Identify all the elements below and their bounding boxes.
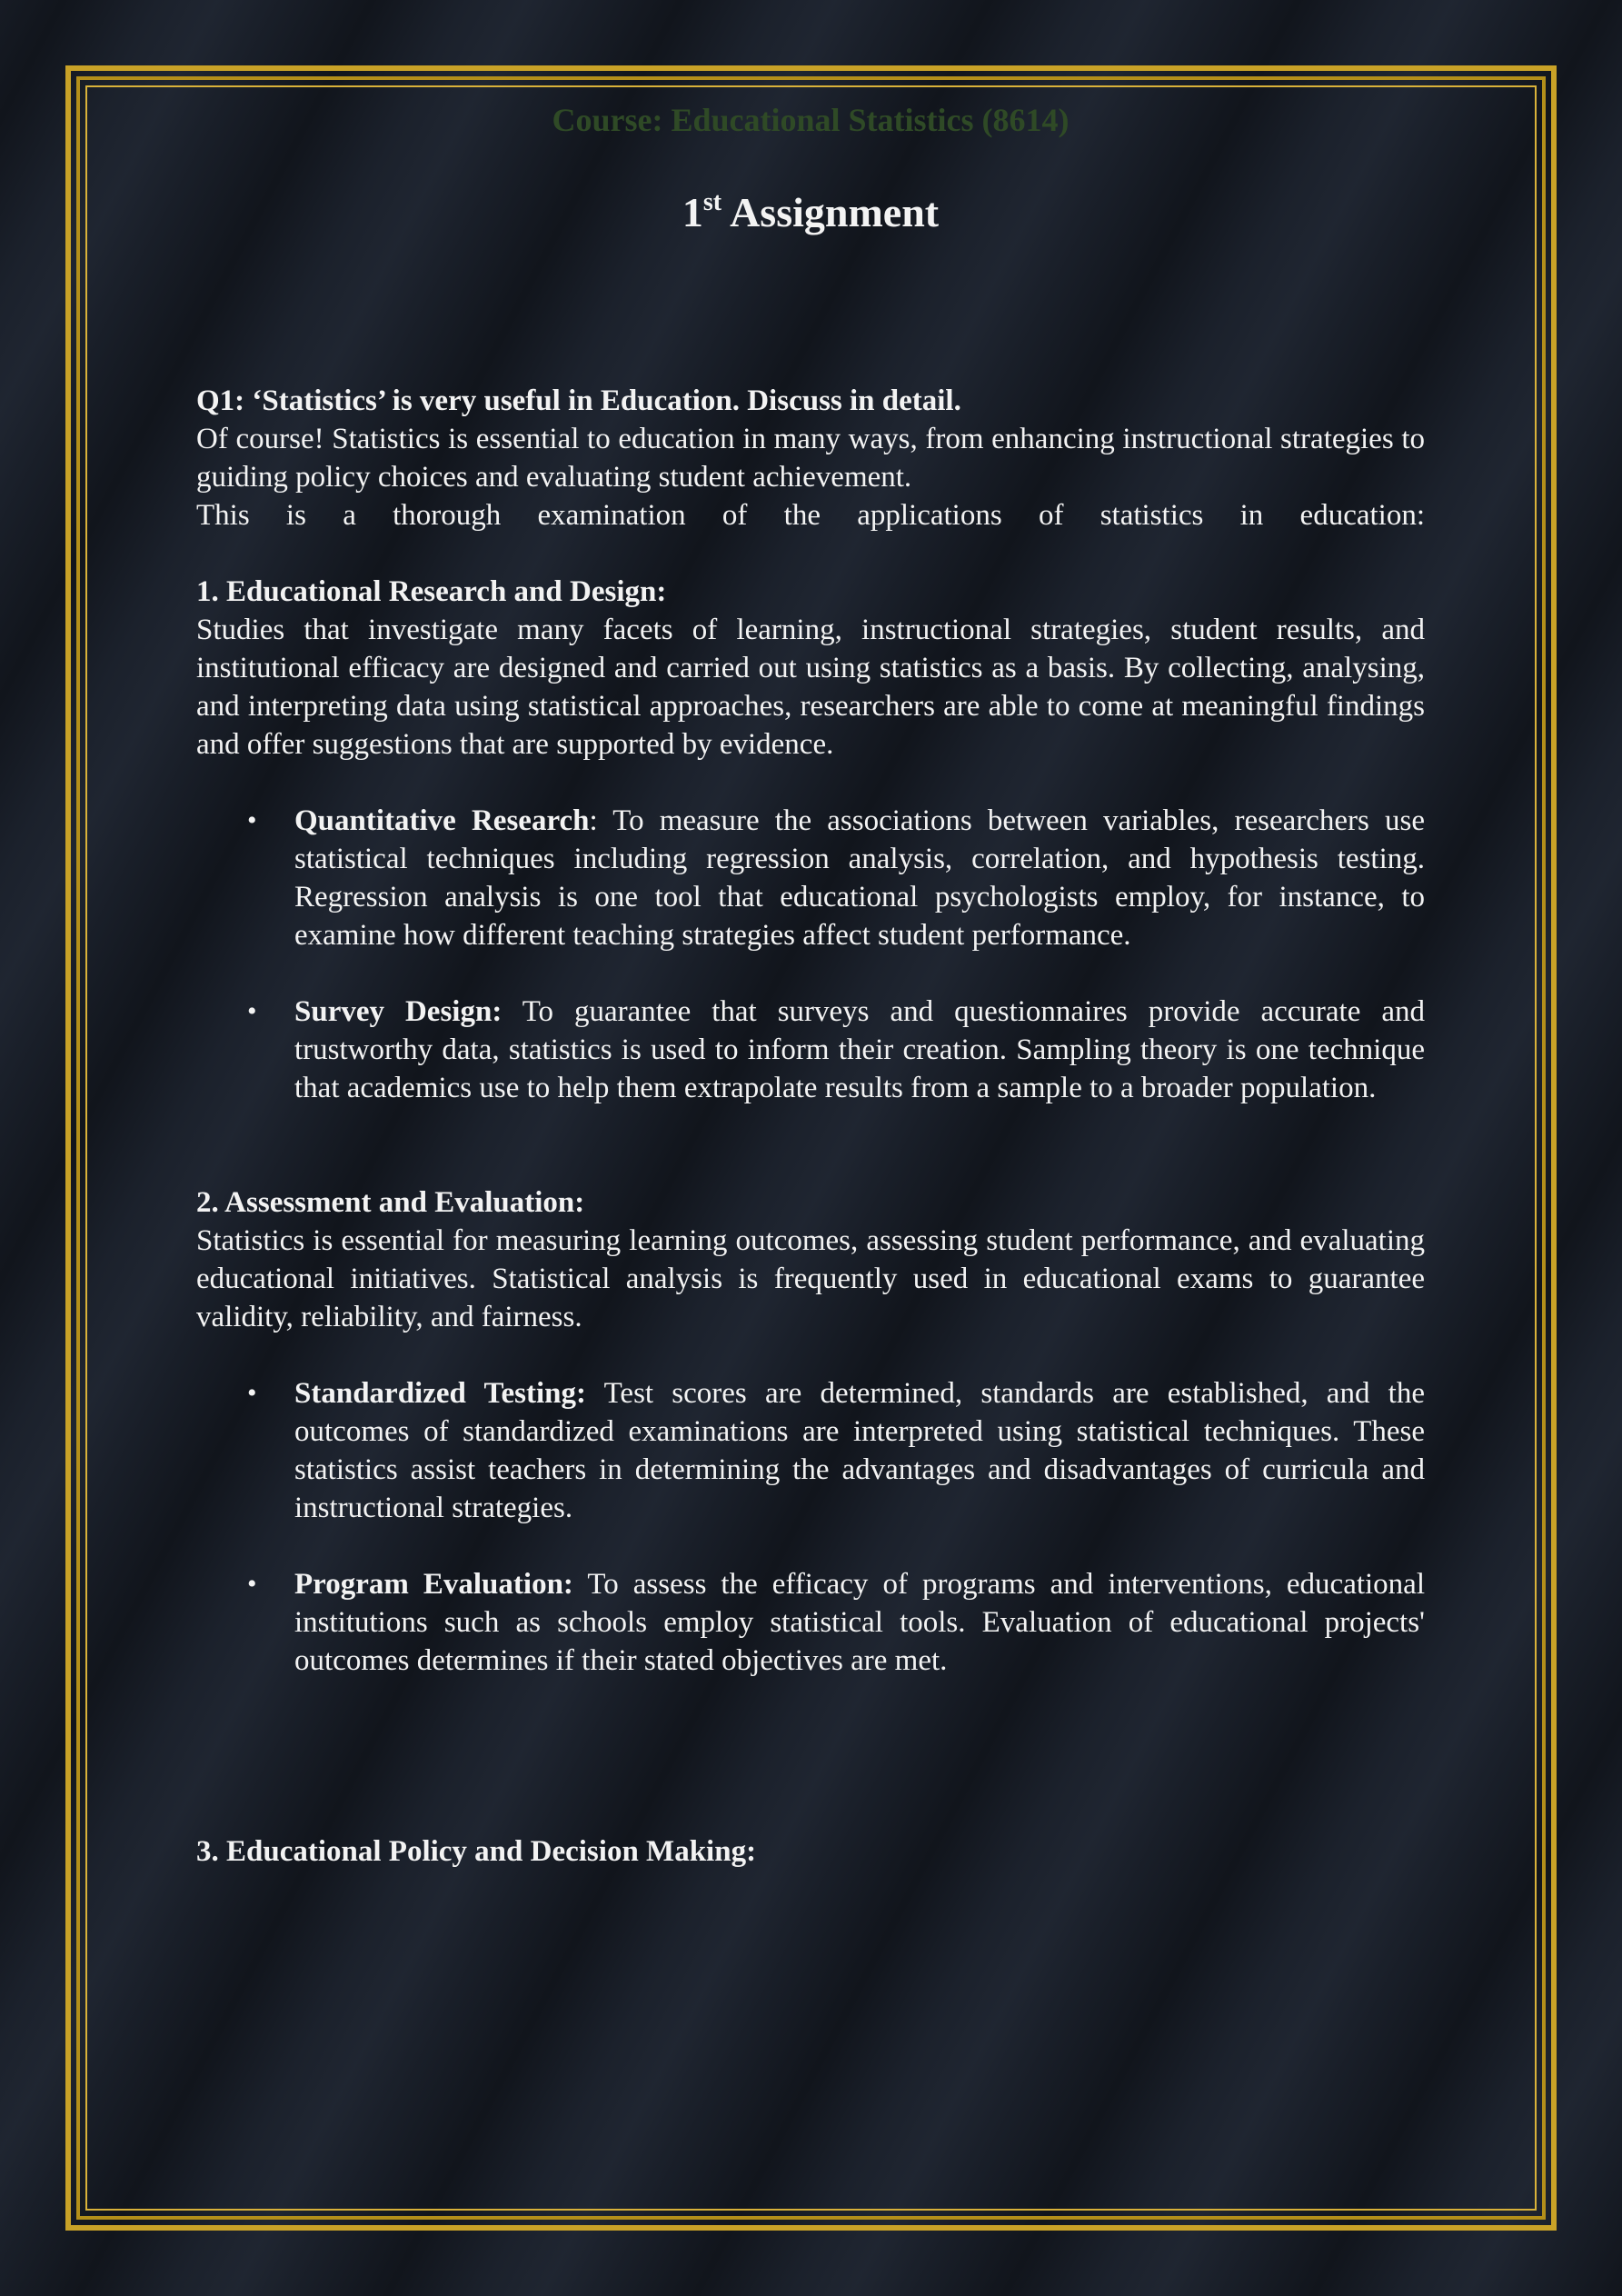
intro-paragraph: Of course! Statistics is essential to education in many ways, from enhancing instructional strategies to guiding policy choices and evaluating student achievement. (196, 423, 1425, 494)
assignment-ordinal-suffix: st (702, 188, 722, 216)
bullet-icon: • (247, 805, 257, 835)
list-item-text: To guarantee that surveys and questionnaires provide accurate and trustworthy data, statistics is used to inform their creation. Sampling theory is one technique that academics use to help them extrapolate results from a sample to a broader population. (294, 995, 1425, 1104)
section-heading-assessment: 2. Assessment and Evaluation: (196, 1186, 585, 1219)
list-item-text: Test scores are determined, standards are established, and the outcomes of standardized examinations are interpreted using statistical techniques. These statistics assist teachers in determining the advantages and disadvantages of curricula and instructional strategies. (294, 1377, 1425, 1524)
list-item (196, 993, 1425, 1107)
list-item-term: Standardized Testing: (294, 1377, 586, 1410)
intro-paragraph-line: This is a thorough examination of the applications of statistics in education: (196, 499, 1425, 532)
section-paragraph-assessment: Statistics is essential for measuring learning outcomes, assessing student performance, and evaluating educational initiatives. Statistical analysis is frequently used in educational exams to guarantee validity, reliability, and fairness. (196, 1224, 1425, 1333)
bullet-list-assessment (196, 1374, 1425, 1680)
course-title: Course: Educational Statistics (8614) (552, 102, 1070, 138)
list-item-text: To assess the efficacy of programs and interventions, educational institutions such as schools employ statistical tools. Evaluation of educational projects' outcomes determines if their stated objectives are met. (294, 1568, 1425, 1677)
assignment-title (196, 187, 1425, 238)
bullet-list-research (196, 802, 1425, 1107)
list-item-term: Survey Design: (294, 995, 503, 1028)
list-item-term: Quantitative Research (294, 804, 590, 837)
bullet-icon: • (247, 1378, 257, 1408)
bullet-icon: • (247, 1569, 257, 1599)
bullet-icon: • (247, 996, 257, 1026)
list-item (196, 1565, 1425, 1680)
list-item (196, 802, 1425, 954)
assignment-word: Assignment (730, 189, 940, 235)
list-item-term: Program Evaluation: (294, 1568, 573, 1601)
assignment-number: 1 (682, 189, 703, 235)
question-heading: Q1: ‘Statistics’ is very useful in Education. Discuss in detail. (196, 384, 961, 417)
list-item (196, 1374, 1425, 1527)
section-heading-policy: 3. Educational Policy and Decision Making: (196, 1835, 757, 1868)
document-body (196, 91, 1425, 1871)
section-heading-research: 1. Educational Research and Design: (196, 575, 667, 608)
section-paragraph-research: Studies that investigate many facets of learning, instructional strategies, student results, and institutional efficacy are designed and carried out using statistics as a basis. By collecting, analysing, and interpreting data using statistical approaches, researchers are able to come at meaningful findings and offer suggestions that are supported by evidence. (196, 614, 1425, 761)
list-item-text: : To measure the associations between variables, researchers use statistical techniques including regression analysis, correlation, and hypothesis testing. Regression analysis is one tool that educational psychologists employ, for instance, to examine how different teaching strategies affect student performance. (294, 804, 1425, 952)
